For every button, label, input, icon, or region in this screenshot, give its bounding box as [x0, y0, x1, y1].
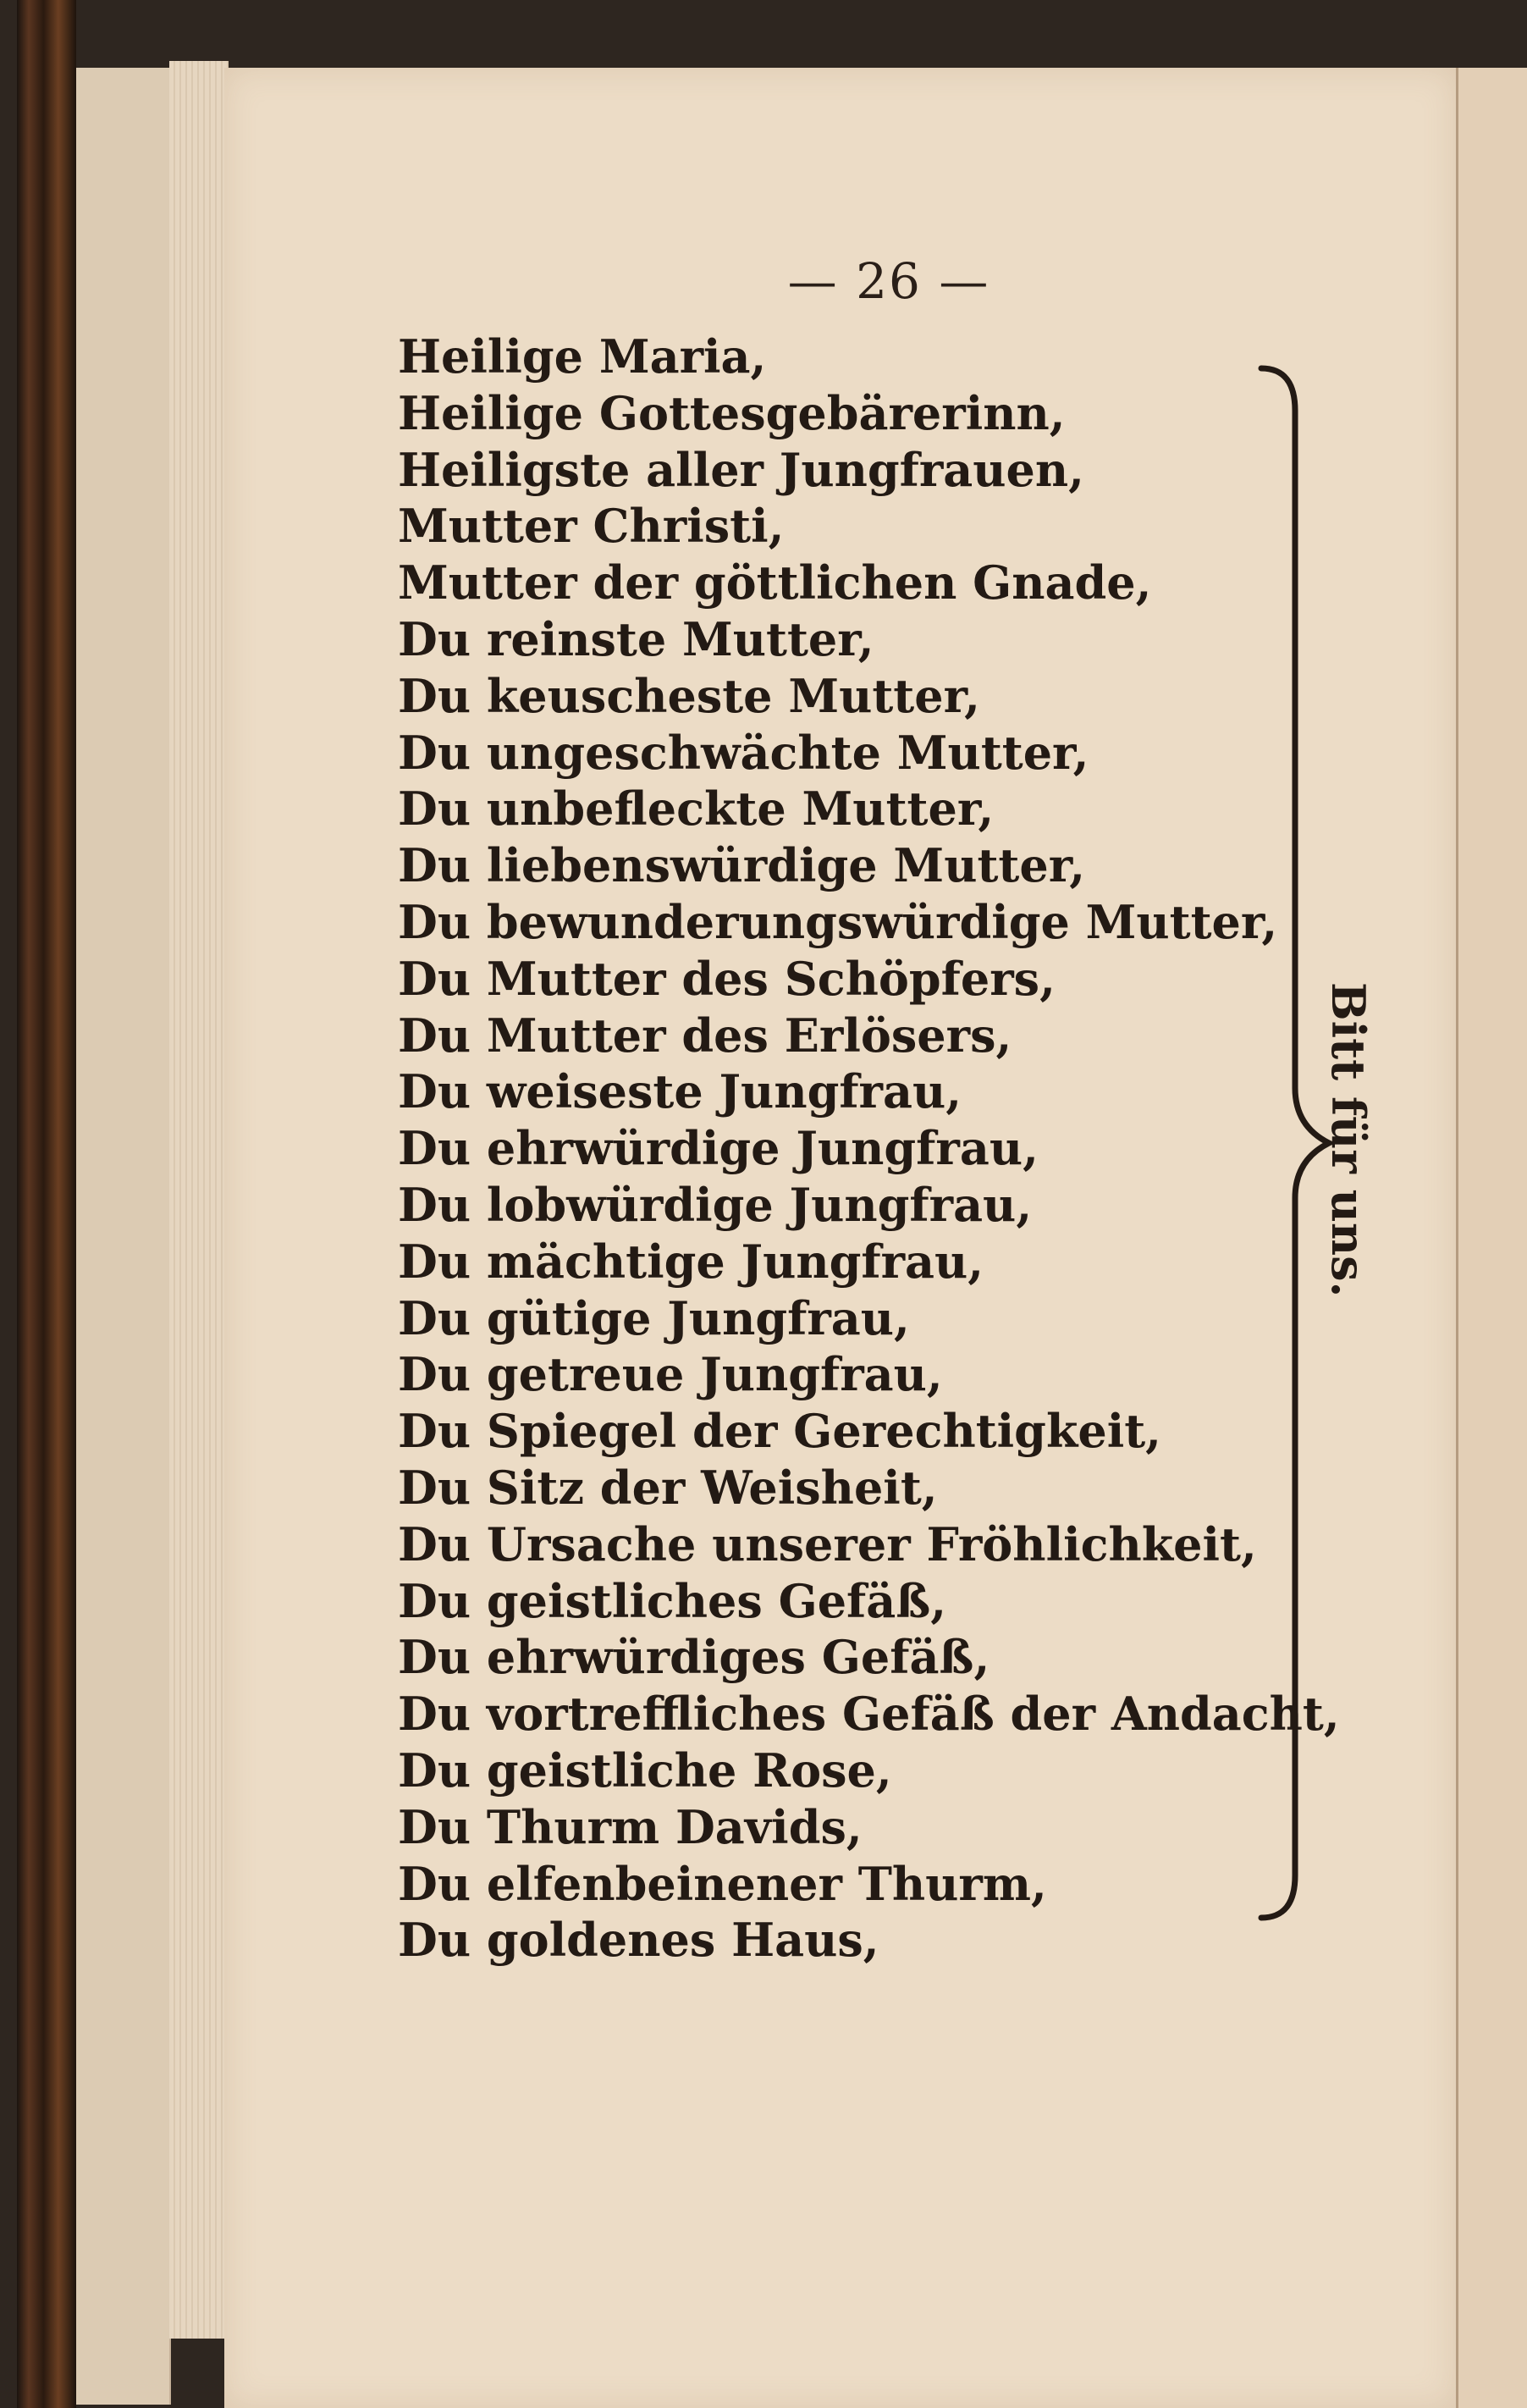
page-number: — 26 —	[787, 252, 990, 310]
litany-line: Du goldenes Haus,	[398, 1913, 879, 1968]
litany-line: Heiligste aller Jungfrauen,	[398, 442, 1084, 497]
book-cover-edge	[17, 0, 76, 2408]
litany-line: Heilige Maria,	[398, 329, 767, 384]
previous-page-edge	[76, 68, 171, 2405]
litany-line: Mutter Christi,	[398, 499, 785, 554]
litany-line: Du lobwürdige Jungfrau,	[398, 1177, 1033, 1232]
litany-line: Heilige Gottesgebärerinn,	[398, 385, 1066, 440]
litany-line: Du liebenswürdige Mutter,	[398, 838, 1086, 893]
litany-line: Mutter der göttlichen Gnade,	[398, 555, 1152, 610]
litany-line: Du ehrwürdiges Gefäß,	[398, 1630, 990, 1685]
litany-line: Du Sitz der Weisheit,	[398, 1460, 938, 1515]
response-text: Bitt für uns.	[1321, 982, 1375, 1298]
litany-line: Du vortreffliches Gefäß der Andacht,	[398, 1687, 1340, 1742]
litany-line: Du reinste Mutter,	[398, 611, 874, 666]
litany-line: Du geistliche Rose,	[398, 1742, 892, 1798]
litany-line: Du bewunderungswürdige Mutter,	[398, 894, 1278, 949]
litany-line: Du elfenbeinener Thurm,	[398, 1856, 1047, 1911]
litany-line: Du Ursache unserer Fröhlichkeit,	[398, 1516, 1257, 1571]
litany-line: Du weiseste Jungfrau,	[398, 1064, 962, 1119]
litany-list	[398, 329, 1340, 1969]
next-page-edge	[1456, 68, 1527, 2408]
page-stack-edges	[169, 61, 229, 2339]
litany-line: Du keuscheste Mutter,	[398, 668, 980, 723]
litany-line: Du Mutter des Schöpfers,	[398, 951, 1056, 1006]
litany-line: Du Spiegel der Gerechtigkeit,	[398, 1404, 1161, 1459]
litany-line: Du Mutter des Erlösers,	[398, 1008, 1012, 1063]
litany-line: Du ungeschwächte Mutter,	[398, 725, 1089, 780]
litany-line: Du mächtige Jungfrau,	[398, 1234, 984, 1289]
litany-line: Du Thurm Davids,	[398, 1799, 863, 1854]
litany-line: Du geistliches Gefäß,	[398, 1573, 947, 1628]
litany-line: Du ehrwürdige Jungfrau,	[398, 1121, 1039, 1176]
litany-line: Du gütige Jungfrau,	[398, 1290, 910, 1345]
litany-line: Du unbefleckte Mutter,	[398, 781, 995, 837]
litany-line: Du getreue Jungfrau,	[398, 1347, 943, 1402]
